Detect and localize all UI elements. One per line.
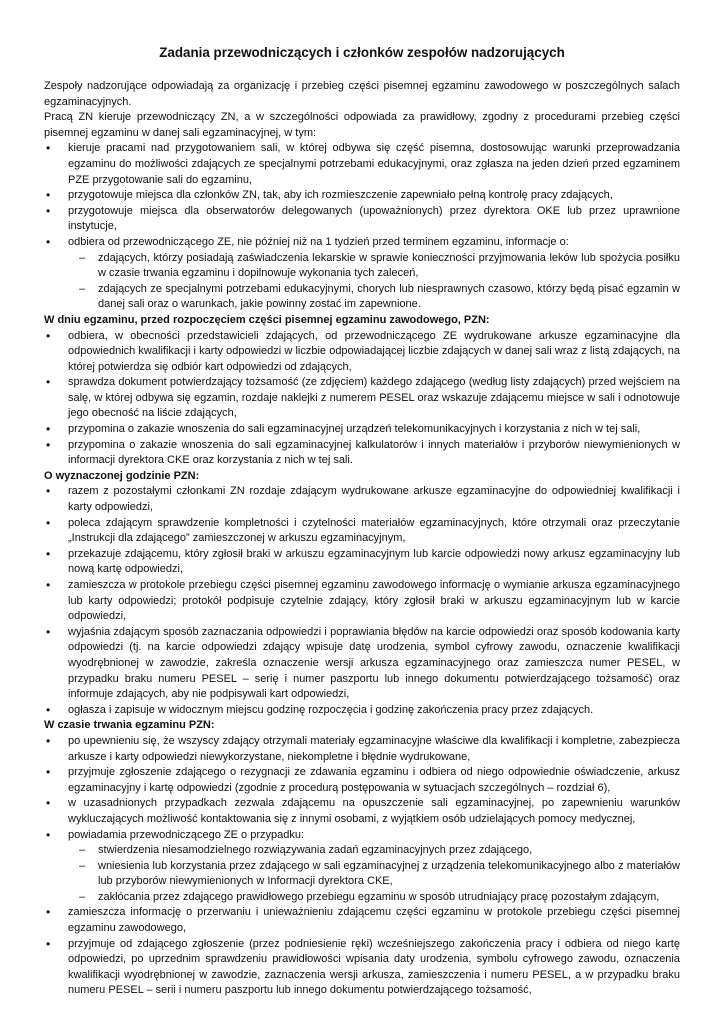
sub-list-item: – wniesienia lub korzystania przez zdającego w sali egzaminacyjnej z urządzenia telekomunikacyjnego albo z materiałów lub przyborów niewymienionych w Informacji dyrektora CKE, (68, 859, 680, 890)
sub-list-item: – stwierdzenia niesamodzielnego rozwiązywania zadań egzaminacyjnych przez zdającego, (68, 843, 680, 859)
list-item: • w uzasadnionych przypadkach zezwala zdającemu na opuszczenie sali egzaminacyjnej, po zapewnieniu warunków wykluczających możliwość kontaktowania się z innymi osobami, z wyjątkiem osób udzielających pomocy medycznej, (44, 796, 680, 827)
list-item: • zamieszcza w protokole przebiegu części pisemnej egzaminu zawodowego informację o wymianie arkusza egzaminacyjnego lub karty odpowiedzi; protokół podpisuje czytelnie zdający, który zgłosił braki w arkuszu egzaminacyjnym lub w karcie odpowiedzi, (44, 578, 680, 625)
section-heading-before-exam: W dniu egzaminu, przed rozpoczęciem części pisemnej egzaminu zawodowego, PZN: (44, 313, 490, 326)
intro-paragraph: Pracą ZN kieruje przewodniczący ZN, a w szczególności odpowiada za prawidłowy, zgodny z procedurami przebieg części pisemnej egzaminu w danej sali egzaminacyjnej, w tym: (44, 111, 680, 139)
list-item: • odbiera, w obecności przedstawicieli zdających, od przewodniczącego ZE wydrukowane arkusze egzaminacyjne dla odpowiednich kwalifikacji i karty odpowiedzi w liczbie odpowiadającej liczbie zdających w danej sali wraz z listą zdających, na której potwierdza się odbiór kart odpowiedzi od zdających, (44, 329, 680, 376)
sub-list-item: – zdających ze specjalnymi potrzebami edukacyjnymi, chorych lub niesprawnych czasowo, którzy będą pisać egzamin w danej sali oraz o warunkach, jakie powinny zostać im zapewnione. (68, 282, 680, 313)
list-item: • razem z pozostałymi członkami ZN rozdaje zdającym wydrukowane arkusze egzaminacyjne do odpowiedniej kwalifikacji i karty odpowiedzi, (44, 484, 680, 515)
list-item: • przekazuje zdającemu, który zgłosił braki w arkuszu egzaminacyjnym lub karcie odpowiedzi nowy arkusz egzaminacyjny lub nową kartę odpowiedzi, (44, 547, 680, 578)
list-item: • przyjmuje zgłoszenie zdającego o rezygnacji ze zdawania egzaminu i odbiera od niego odpowiednie oświadczenie, arkusz egzaminacyjny i kartę odpowiedzi (zgodnie z procedurą postępowania w sytuacjach szczególnych – rozdział 6), (44, 765, 680, 796)
list-item: • zamieszcza informację o przerwaniu i unieważnieniu zdającemu części egzaminu w protokole przebiegu części pisemnej egzaminu zawodowego, (44, 905, 680, 936)
list-item: • przygotowuje miejsca dla członków ZN, tak, aby ich rozmieszczenie zapewniało pełną kontrolę pracy zdających, (44, 188, 680, 204)
sub-list-item: – zakłócania przez zdającego prawidłowego przebiegu egzaminu w sposób utrudniający pracę pozostałym zdającym, (68, 890, 680, 906)
intro-paragraph: Zespoły nadzorujące odpowiadają za organizację i przebieg części pisemnej egzaminu zawodowego w poszczególnych salach egzaminacyjnych. (44, 80, 680, 108)
list-item-text: odbiera od przewodniczącego ZE, nie później niż na 1 tydzień przed terminem egzaminu, informacje o: (68, 235, 569, 248)
list-item (44, 828, 680, 906)
list-item: • kieruje pracami nad przygotowaniem sali, w której odbywa się część pisemna, dostosowując warunki przeprowadzania egzaminu do możliwości zdających ze specjalnymi potrzebami edukacyjnymi, oraz zgłasza na jeden dzień przed egzaminem PZE przygotowanie sali do egzaminu, (44, 141, 680, 188)
list-item-text: powiadamia przewodniczącego ZE o przypadku: (68, 828, 305, 841)
list-item (44, 235, 680, 313)
list-item: • poleca zdającym sprawdzenie kompletności i czytelności materiałów egzaminacyjnych, które otrzymali oraz przeczytanie „Instrukcji dla zdającego” zamieszczonej w arkuszu egzaminacyjnym, (44, 516, 680, 547)
section-heading-during-exam: W czasie trwania egzaminu PZN: (44, 719, 215, 732)
tasks-list (44, 141, 680, 313)
sub-list (68, 251, 680, 313)
list-item: • ogłasza i zapisuje w widocznym miejscu godzinę rozpoczęcia i godzinę zakończenia pracy przez zdających. (44, 703, 680, 719)
section-heading-designated-hour: O wyznaczonej godzinie PZN: (44, 469, 200, 482)
list-item: • sprawdza dokument potwierdzający tożsamość (ze zdjęciem) każdego zdającego (według listy zdających) przed wejściem na salę, w której odbywa się egzamin, rozdaje naklejki z numerem PESEL oraz wskazuje zdającemu miejsce w sali i odnotowuje jego obecność na liście zdających, (44, 375, 680, 422)
list-item: • wyjaśnia zdającym sposób zaznaczania odpowiedzi i poprawiania błędów na karcie odpowiedzi oraz sposób kodowania karty odpowiedzi (tj. na karcie odpowiedzi zdający wpisuje datę urodzenia, symbol cyfrowy zawodu, oznaczenie kwalifikacji wyodrębnionej w zawodzie, zakreśla oznaczenie wersji arkusza egzaminacyjnego oraz zamieszcza numer PESEL, w przypadku braku numeru PESEL – serię i numer paszportu lub innego dokumentu potwierdzającego tożsamość) oraz informuje zdających, aby nie podpisywali kart odpowiedzi, (44, 625, 680, 703)
during-exam-list (44, 734, 680, 999)
list-item: • po upewnieniu się, że wszyscy zdający otrzymali materiały egzaminacyjne właściwe dla kwalifikacji i kompletne, zabezpiecza arkusze i karty odpowiedzi niewykorzystane, niekompletne i błędnie wydrukowane, (44, 734, 680, 765)
designated-hour-list (44, 484, 680, 718)
list-item: • przygotowuje miejsca dla obserwatorów delegowanych (upoważnionych) przez dyrektora OKE lub przez uprawnione instytucje, (44, 204, 680, 235)
sub-list (68, 843, 680, 905)
list-item: • przyjmuje od zdającego zgłoszenie (przez podniesienie ręki) wcześniejszego zakończenia pracy i odbiera od niego kartę odpowiedzi, po uprzednim sprawdzeniu prawidłowości wpisania daty urodzenia, symbolu cyfrowego zawodu, oznaczenia kwalifikacji wyodrębnionej w zawodzie, zaznaczenia wersji arkusza, zamieszczenia i numeru PESEL, a w przypadku braku numeru PESEL – serii i numeru paszportu lub innego dokumentu potwierdzającego tożsamość, (44, 937, 680, 999)
before-exam-list (44, 329, 680, 469)
list-item: • przypomina o zakazie wnoszenia do sali egzaminacyjnej urządzeń telekomunikacyjnych i korzystania z nich w tej sali, (44, 422, 680, 438)
list-item: • przypomina o zakazie wnoszenia do sali egzaminacyjnej kalkulatorów i innych materiałów i przyborów niewymienionych w informacji dyrektora CKE oraz korzystania z nich w tej sali. (44, 438, 680, 469)
document-title: Zadania przewodniczących i członków zespołów nadzorujących (159, 45, 565, 60)
sub-list-item: – zdających, którzy posiadają zaświadczenia lekarskie w sprawie konieczności przyjmowania leków lub spożycia posiłku w czasie trwania egzaminu i dopilnowuje wykonania tych zaleceń, (68, 251, 680, 282)
